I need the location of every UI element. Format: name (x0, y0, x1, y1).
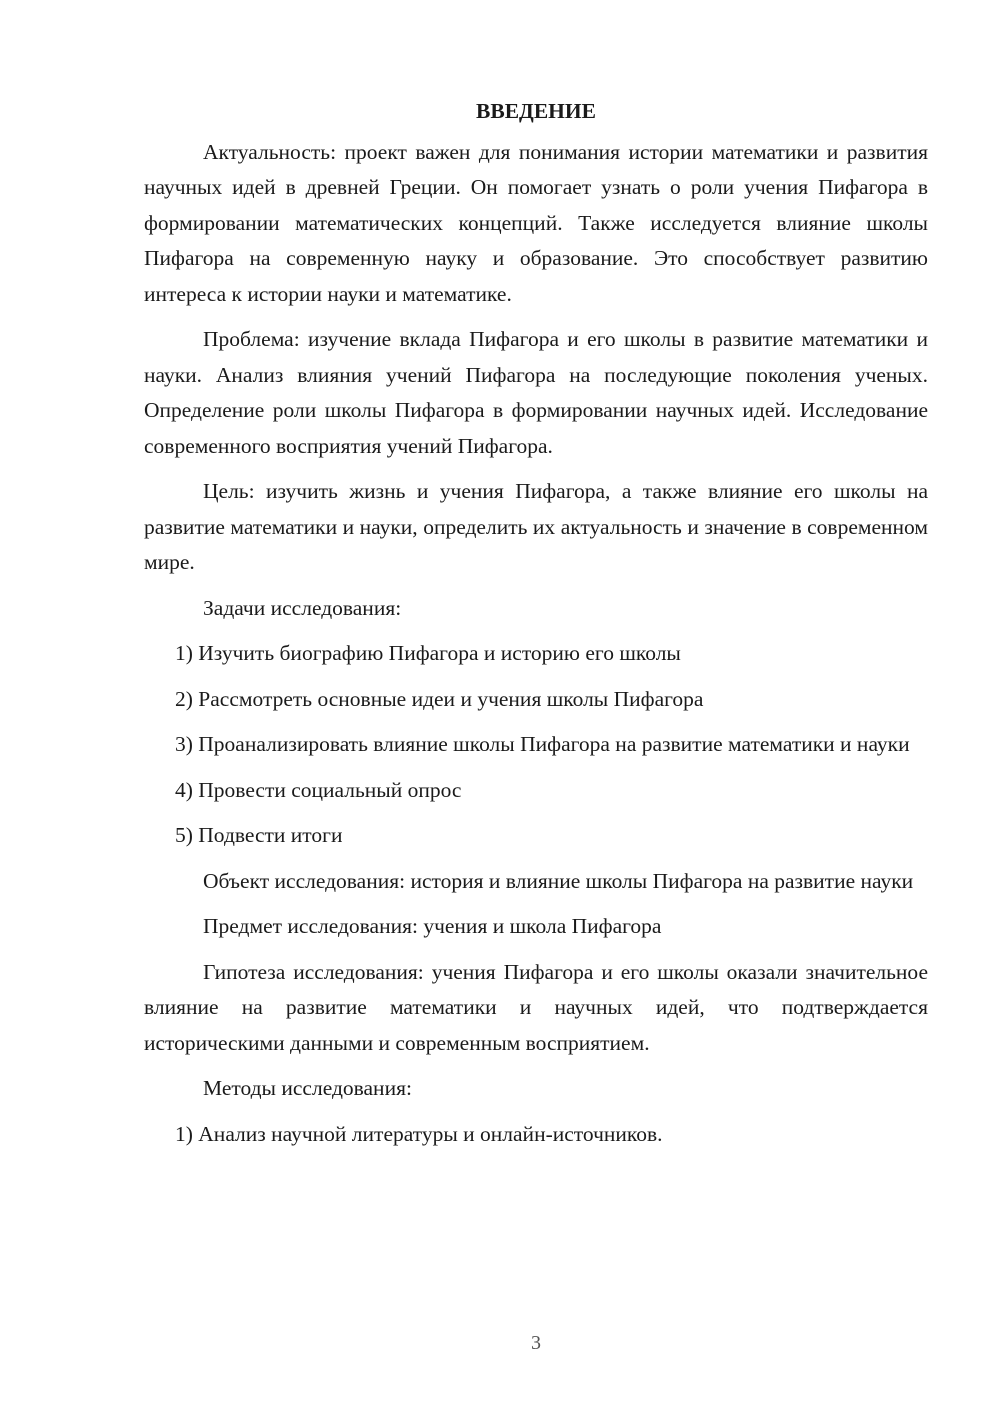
hypothesis-paragraph: Гипотеза исследования: учения Пифагора и его школы оказали значительное влияние на развитие математики и научных идей, что подтверждается историческими данными и современным восприятием. (144, 959, 928, 1055)
subject-paragraph: Предмет исследования: учения и школа Пифагора (203, 914, 662, 938)
relevance-paragraph: Актуальность: проект важен для понимания истории математики и развития научных идей в древней Греции. Он помогает узнать о роли учения Пифагора в формировании математических концепций. Также исследуется влияние школы Пифагора на современную науку и образование. Это способствует развитию интереса к истории науки и математике. (144, 139, 928, 306)
task-item-2: 2) Рассмотреть основные идеи и учения школы Пифагора (175, 686, 704, 711)
goal-paragraph: Цель: изучить жизнь и учения Пифагора, а также влияние его школы на развитие математики и науки, определить их актуальность и значение в современном мире. (144, 479, 928, 574)
methods-heading: Методы исследования: (203, 1076, 412, 1100)
method-item-1: 1) Анализ научной литературы и онлайн-источников. (175, 1121, 663, 1146)
task-item-1: 1) Изучить биографию Пифагора и историю его школы (175, 641, 681, 665)
task-item-3: 3) Проанализировать влияние школы Пифагора на развитие математики и науки (175, 732, 910, 756)
page-number: 3 (531, 1332, 541, 1354)
section-title: ВВЕДЕНИЕ (476, 99, 596, 123)
page-content (144, 94, 928, 1162)
task-item-4: 4) Провести социальный опрос (175, 777, 462, 802)
problem-paragraph: Проблема: изучение вклада Пифагора и его школы в развитие математики и науки. Анализ влияния учений Пифагора на последующие поколения ученых. Определение роли школы Пифагора в формировании научных идей. Исследование современного восприятия учений Пифагора. (144, 327, 928, 458)
object-paragraph: Объект исследования: история и влияние школы Пифагора на развитие науки (203, 868, 914, 893)
task-item-5: 5) Подвести итоги (175, 823, 343, 847)
tasks-heading: Задачи исследования: (203, 595, 402, 620)
